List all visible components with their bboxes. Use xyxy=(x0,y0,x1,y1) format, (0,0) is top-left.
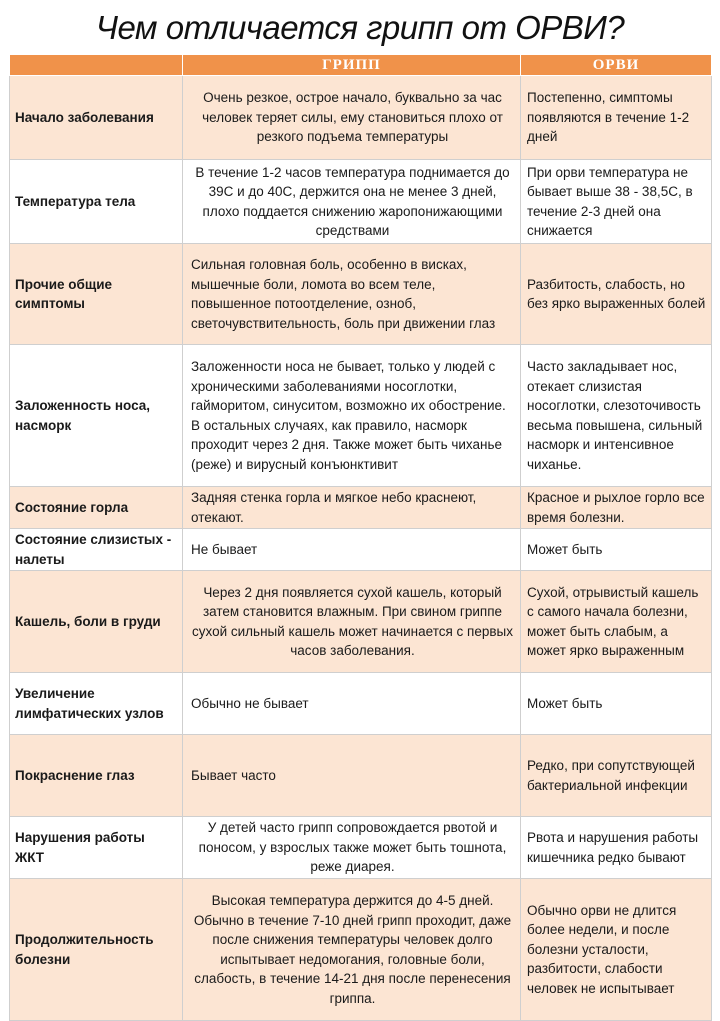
row-orvi: Рвота и нарушения работы кишечника редко бывают xyxy=(521,817,712,879)
row-parameter: Прочие общие симптомы xyxy=(10,244,183,345)
header-parameter xyxy=(10,55,183,76)
row-orvi: Красное и рыхлое горло все время болезни. xyxy=(521,487,712,529)
row-orvi: Может быть xyxy=(521,529,712,571)
header-flu: ГРИПП xyxy=(183,55,521,76)
row-parameter: Покраснение глаз xyxy=(10,735,183,817)
table-row xyxy=(10,817,712,879)
table-row xyxy=(10,487,712,529)
row-flu: В течение 1-2 часов температура поднимается до 39С и до 40С, держится она не менее 3 дней, плохо поддается снижению жаропонижающими средствами xyxy=(183,160,521,244)
row-flu: У детей часто грипп сопровождается рвотой и поносом, у взрослых также может быть тошнота, реже диарея. xyxy=(183,817,521,879)
row-orvi: Редко, при сопутствующей бактериальной инфекции xyxy=(521,735,712,817)
table-row xyxy=(10,244,712,345)
row-flu: Обычно не бывает xyxy=(183,673,521,735)
table-row xyxy=(10,76,712,160)
row-orvi: Может быть xyxy=(521,673,712,735)
row-parameter: Кашель, боли в груди xyxy=(10,571,183,673)
row-flu: Задняя стенка горла и мягкое небо краснеют, отекают. xyxy=(183,487,521,529)
row-parameter: Начало заболевания xyxy=(10,76,183,160)
row-flu: Очень резкое, острое начало, буквально за час человек теряет силы, ему становиться плохо от резкого подъема температуры xyxy=(183,76,521,160)
table-row xyxy=(10,673,712,735)
row-orvi: Постепенно, симптомы появляются в течение 1-2 дней xyxy=(521,76,712,160)
row-orvi: При орви температура не бывает выше 38 - 38,5С, в течение 2-3 дней она снижается xyxy=(521,160,712,244)
row-parameter: Заложенность носа, насморк xyxy=(10,345,183,487)
row-parameter: Продолжительность болезни xyxy=(10,879,183,1021)
row-flu: Бывает часто xyxy=(183,735,521,817)
row-flu: Через 2 дня появляется сухой кашель, который затем становится влажным. При свином гриппе сухой сильный кашель может начинается с первых часов заболевания. xyxy=(183,571,521,673)
row-parameter: Состояние слизистых - налеты xyxy=(10,529,183,571)
row-flu: Высокая температура держится до 4-5 дней. Обычно в течение 7-10 дней грипп проходит, даже после снижения температуры человек долго испытывает недомогания, головные боли, слабость, в течение 14-21 дня после перенесения гриппа. xyxy=(183,879,521,1021)
row-parameter: Увеличение лимфатических узлов xyxy=(10,673,183,735)
row-orvi: Разбитость, слабость, но без ярко выраженных болей xyxy=(521,244,712,345)
table-row xyxy=(10,879,712,1021)
table-row xyxy=(10,529,712,571)
table-row xyxy=(10,571,712,673)
row-orvi: Сухой, отрывистый кашель с самого начала болезни, может быть слабым, а может ярко выраженным xyxy=(521,571,712,673)
table-row xyxy=(10,345,712,487)
row-orvi: Обычно орви не длится более недели, и после болезни усталости, разбитости, слабости человек не испытывает xyxy=(521,879,712,1021)
row-flu: Сильная головная боль, особенно в висках, мышечные боли, ломота во всем теле, повышенное потоотделение, озноб, светочувствительность, боль при движении глаз xyxy=(183,244,521,345)
comparison-table xyxy=(9,54,712,1021)
row-flu: Заложенности носа не бывает, только у людей с хроническими заболеваниями носоглотки, гайморитом, синуситом, возможно их обострение. В остальных случаях, как правило, насморк проходит через 2 дня. Также может быть чиханье (реже) и вирусный конъюнктивит xyxy=(183,345,521,487)
page-title: Чем отличается грипп от ОРВИ? xyxy=(95,9,625,46)
table-row xyxy=(10,735,712,817)
header-orvi: ОРВИ xyxy=(521,55,712,76)
row-flu: Не бывает xyxy=(183,529,521,571)
table-header-row xyxy=(10,55,712,76)
row-parameter: Состояние горла xyxy=(10,487,183,529)
row-parameter: Нарушения работы ЖКТ xyxy=(10,817,183,879)
row-orvi: Часто закладывает нос, отекает слизистая носоглотки, слезоточивость весьма повышена, сильный насморк и интенсивное чиханье. xyxy=(521,345,712,487)
table-row xyxy=(10,160,712,244)
row-parameter: Температура тела xyxy=(10,160,183,244)
